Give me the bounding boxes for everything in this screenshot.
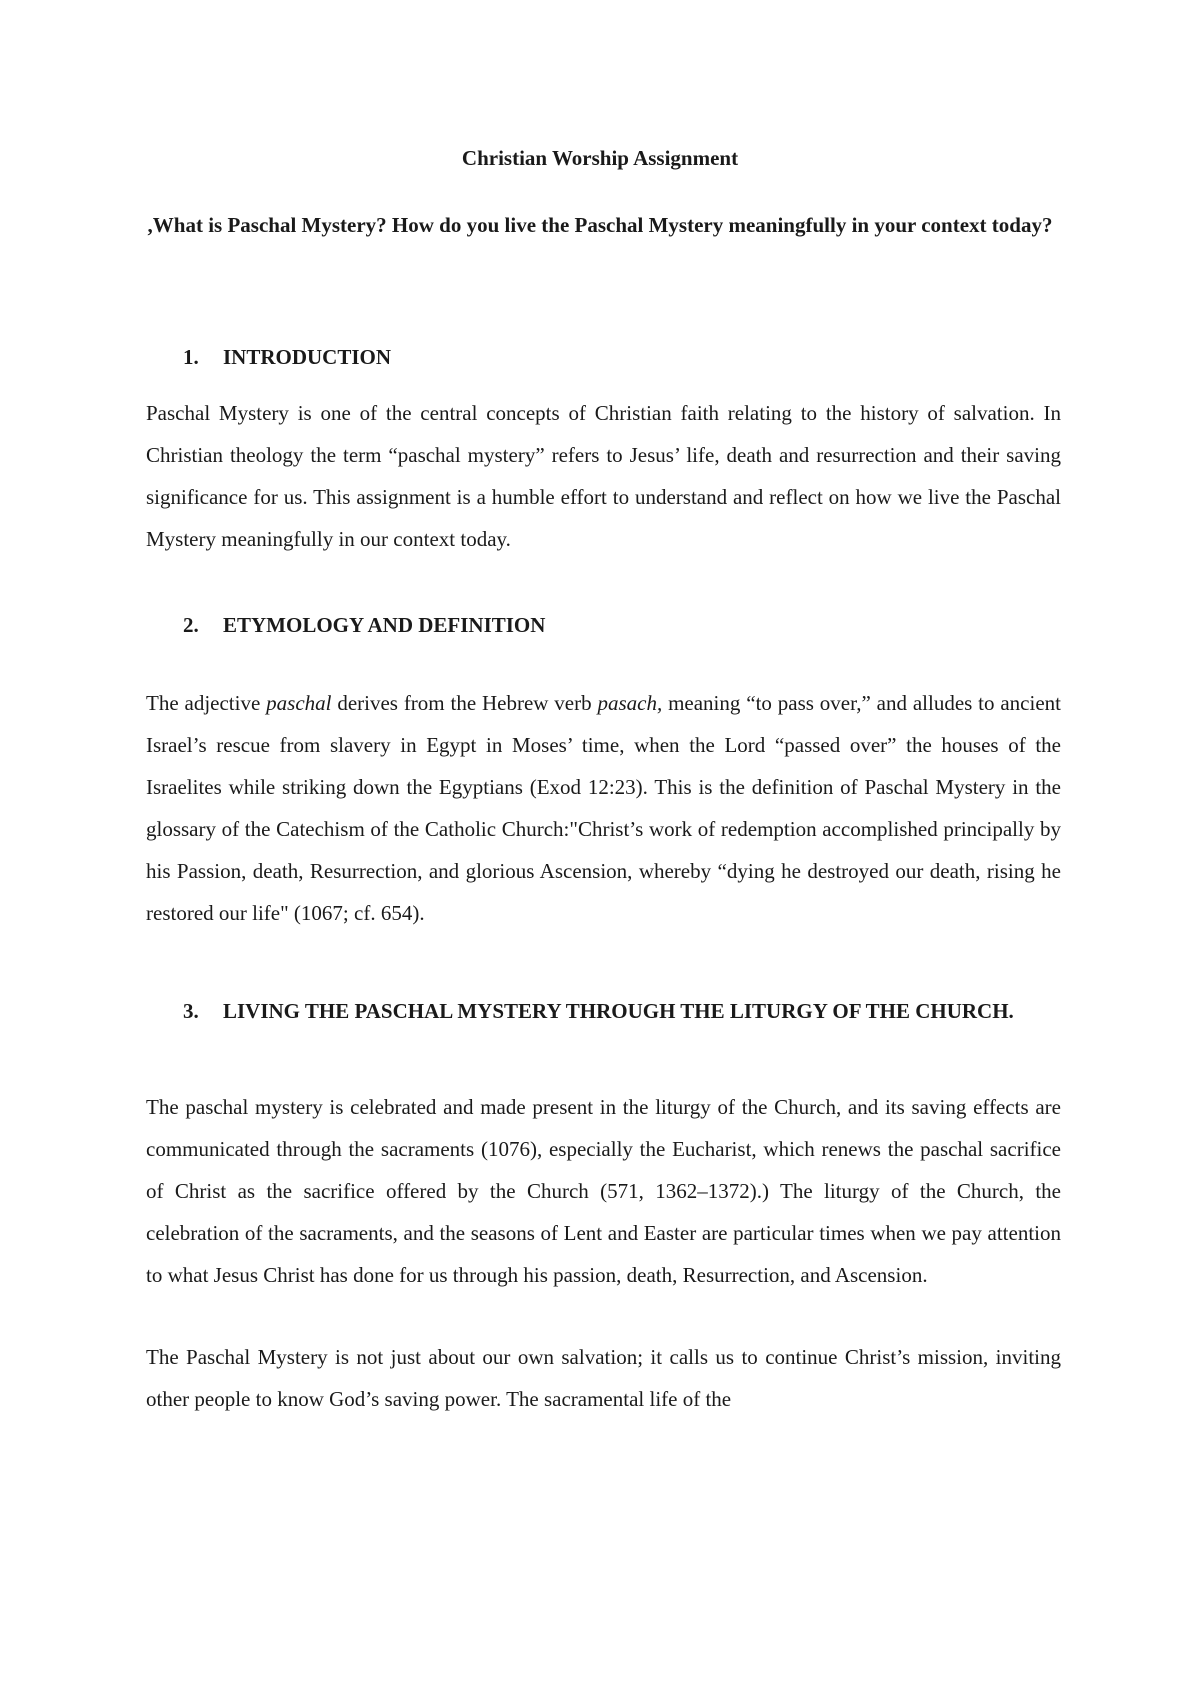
section-number: 3. [183,999,199,1023]
paragraph-introduction: Paschal Mystery is one of the central concepts of Christian faith relating to the history of salvation. In Christian theology the term “paschal mystery” refers to Jesus’ life, death and resurrection and their saving significance for us. This assignment is a humble effort to understand and reflect on how we live the Paschal Mystery meaningfully in our context today. [146,401,1061,551]
document-title: Christian Worship Assignment [461,146,739,170]
section-number: 1. [183,345,199,369]
section-heading-introduction [183,336,1003,378]
section-heading-text: LIVING THE PASCHAL MYSTERY THROUGH THE LITURGY OF THE CHURCH. [223,999,1014,1023]
paragraph-text: derives from the Hebrew verb [331,691,598,715]
italic-term-pasach: pasach, [597,691,663,715]
paragraph-mission: The Paschal Mystery is not just about our own salvation; it calls us to continue Christ’s mission, inviting other people to know God’s saving power. The sacramental life of the [146,1345,1061,1411]
section-heading-text: INTRODUCTION [223,345,392,369]
section-heading-etymology [183,604,1003,646]
section-heading-liturgy [183,990,1061,1032]
paragraph-text: meaning “to pass over,” and alludes to ancient Israel’s rescue from slavery in Egypt in Moses’ time, when the Lord “passed over” the houses of the Israelites while striking down the Egyptians (Exod 12:23). This is the definition of Paschal Mystery in the glossary of the Catechism of the Catholic Church:"Christ’s work of redemption accomplished principally by his Passion, death, Resurrection, and glorious Ascension, whereby “dying he destroyed our death, rising he restored our life" (1067; cf. 654). [146,691,1061,925]
italic-term-paschal: paschal [266,691,332,715]
paragraph-liturgy: The paschal mystery is celebrated and made present in the liturgy of the Church, and its saving effects are communicated through the sacraments (1076), especially the Eucharist, which renews the paschal sacrifice of Christ as the sacrifice offered by the Church (571, 1362–1372).) The liturgy of the Church, the celebration of the sacraments, and the seasons of Lent and Easter are particular times when we pay attention to what Jesus Christ has done for us through his passion, death, Resurrection, and Ascension. [146,1095,1061,1287]
paragraph-text: The adjective [146,691,267,715]
section-number: 2. [183,613,199,637]
section-heading-text: ETYMOLOGY AND DEFINITION [223,613,546,637]
paragraph-etymology [146,682,1061,934]
document-subtitle: ,What is Paschal Mystery? How do you live the Paschal Mystery meaningfully in your context today? [147,213,1053,237]
